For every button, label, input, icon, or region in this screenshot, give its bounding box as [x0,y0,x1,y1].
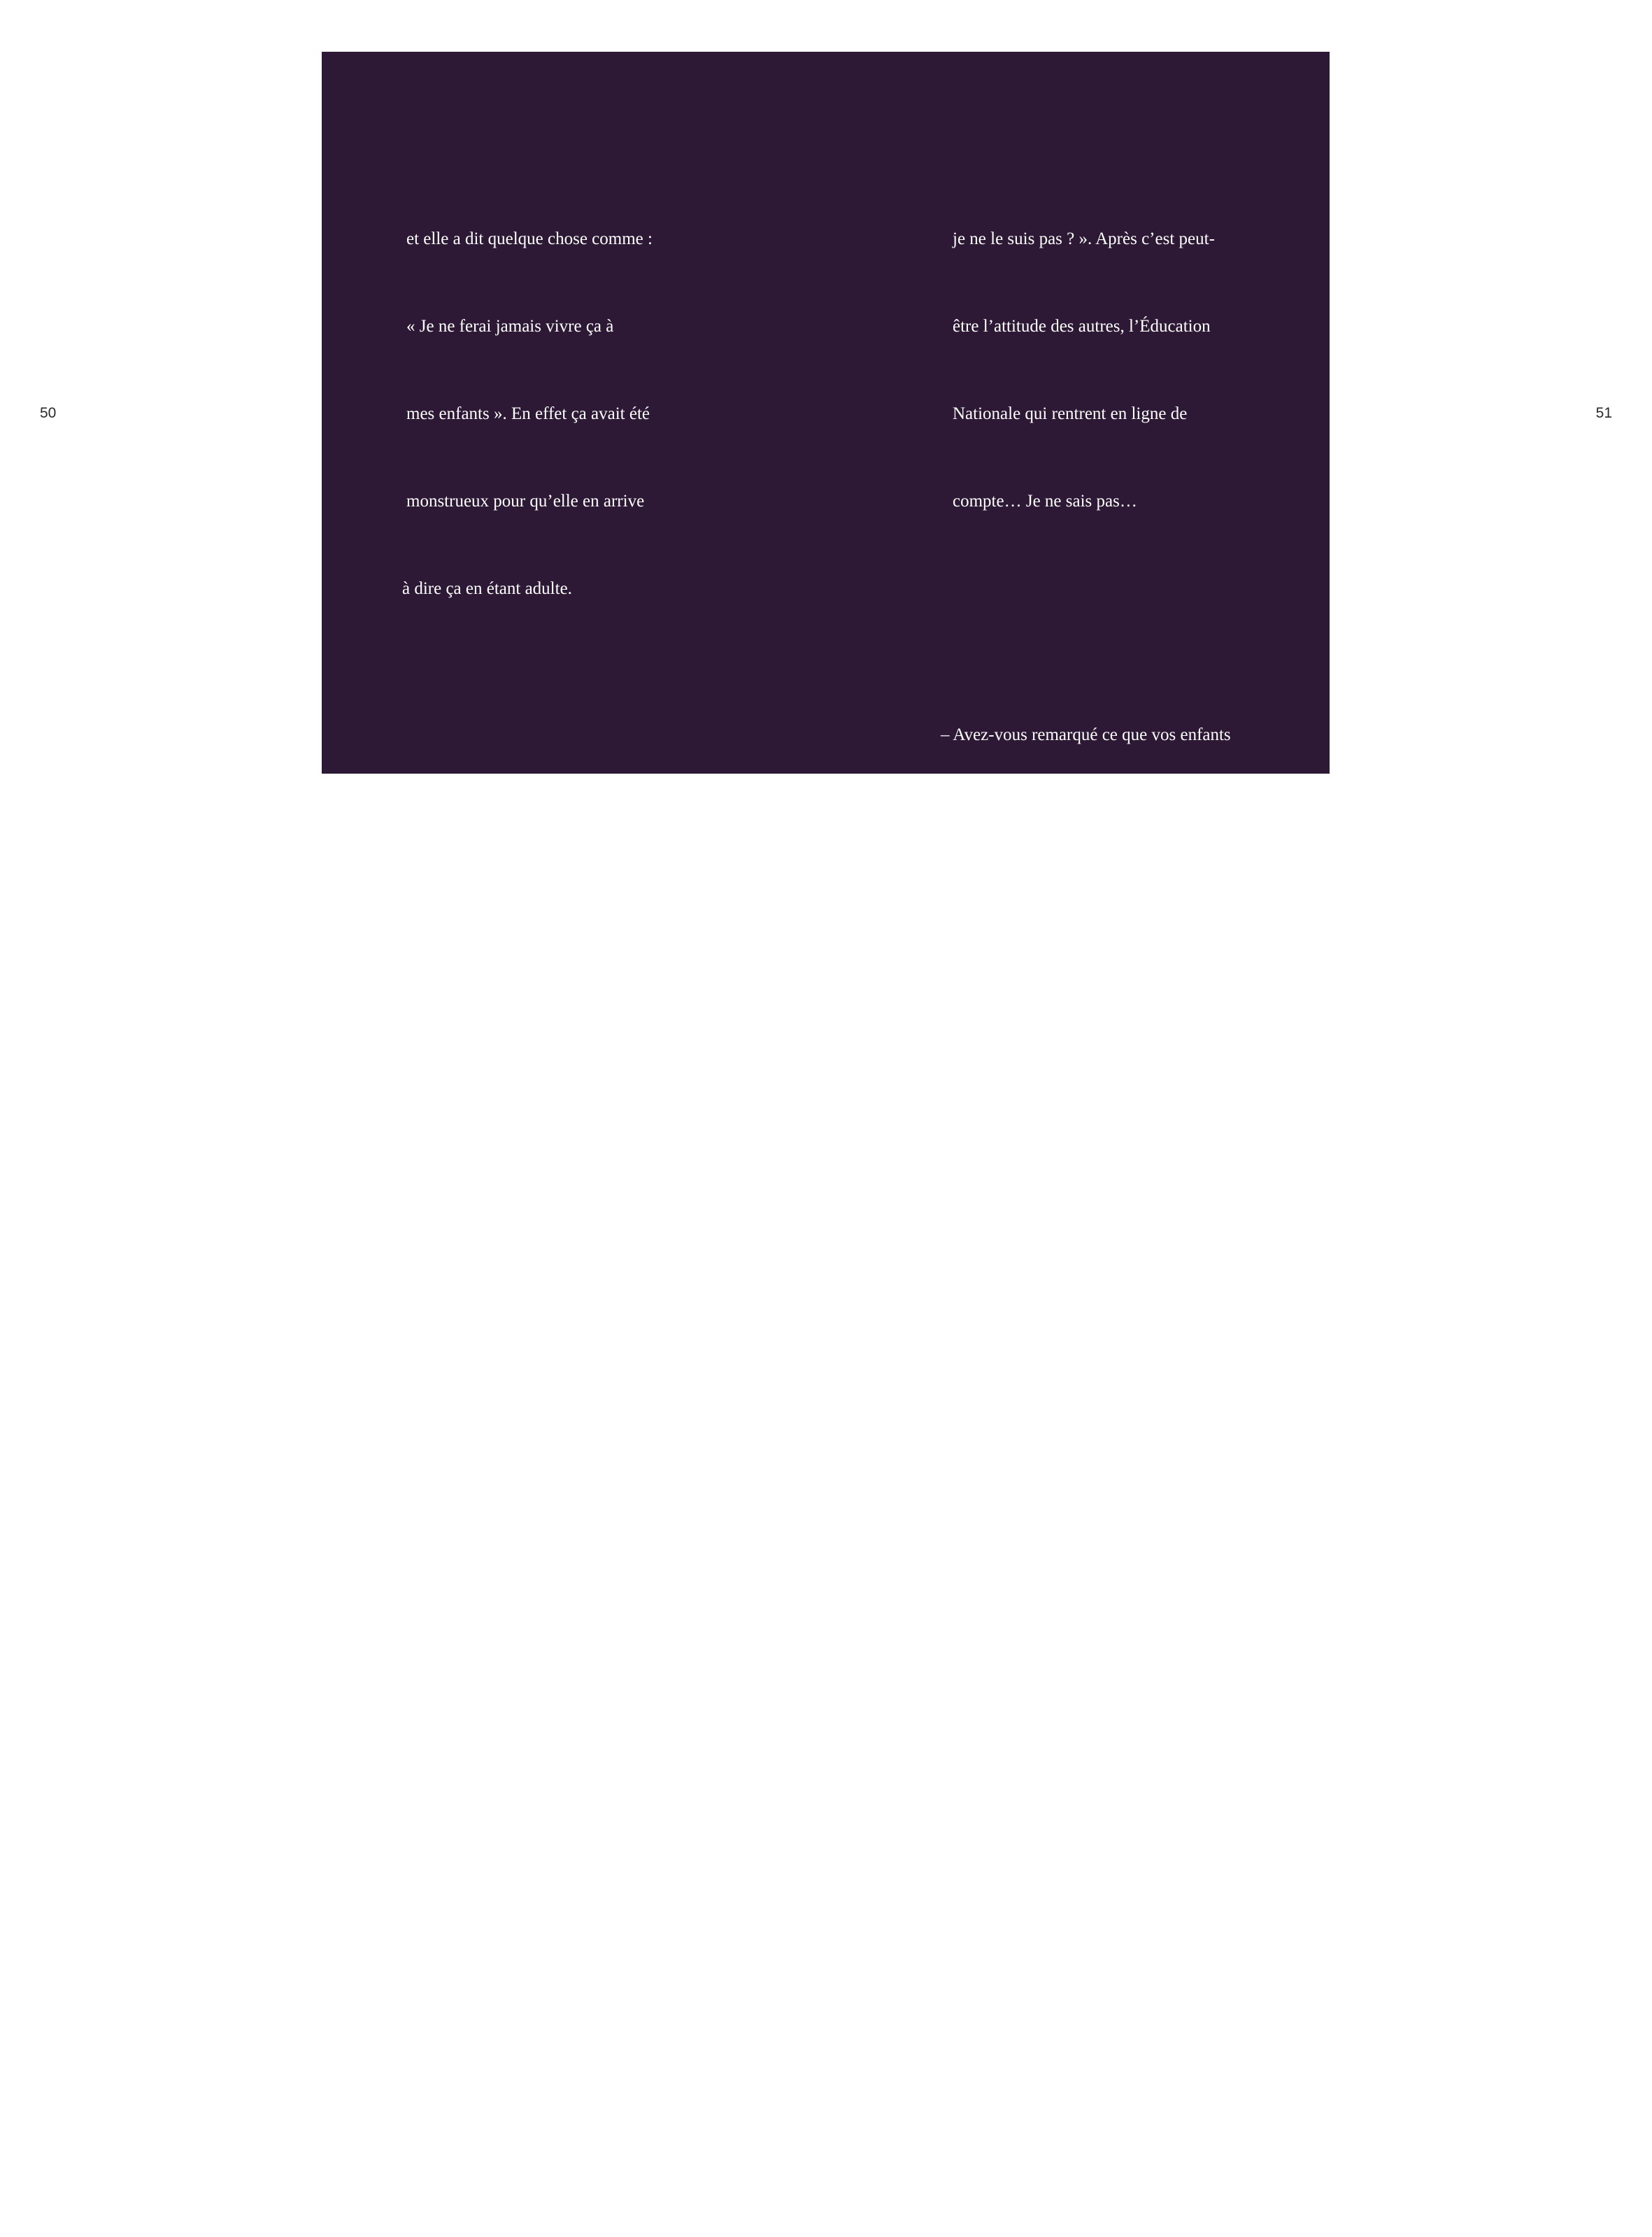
text-line: dire : « Pourquoi moi qui ai l’air [406,2008,634,2028]
text-line: préférées et c’est resté, ça s’est [953,1308,1169,1328]
page-number-right: 51 [1595,405,1612,421]
text-line: à l’école ? [406,987,478,1007]
text-line: qu’à l’époque elles étaient trop jeunes [406,1746,672,1766]
text-line: vrai, qu’il y en avait une c’était surtout [953,1921,1225,1940]
question-paragraph [394,749,758,1070]
text-line: image d’elles dégradée, vraiment… [406,1396,656,1415]
text-line: mes enfants ». En effet ça avait été [406,404,650,423]
left-page-text [394,108,758,2237]
text-line: « Je ne ferai jamais vivre ça à [406,316,614,336]
text-line: bien sûr… Chacune avait des matières [953,1221,1221,1240]
text-line: pour comprendre ce qui se passait ou [406,1833,666,1853]
text-line: – Pensez-vous que leur estime de soi [394,812,652,832]
text-line: compte… Je ne sais pas… [953,492,1137,511]
text-line: je ne le suis pas ? ». Après c’est peut- [953,229,1215,248]
text-line: les arts plastiques. [953,2008,1081,2028]
answer-paragraph [394,1158,758,2178]
text-line: – Avez-vous remarqué ce que vos enfants [941,725,1231,744]
text-line: dont elles aimaient ou pas certaines [953,1483,1201,1503]
text-line: confirmé à l’âge adulte. La façon [953,1396,1185,1415]
text-line: pas, de les valoriser ou pas. Mais c’est [953,1833,1221,1853]
text-line: – Je ne sais pas si quelqu’un les a [394,1221,629,1240]
text-line: dévalorisées. Mais oui, elles ont une [406,1308,661,1328]
question-paragraph [941,662,1304,983]
text-line: et elle a dit quelque chose comme : [406,229,653,248]
text-line: de la récréation. [953,900,1065,919]
text-line: à dire ça en étant adulte. [402,579,572,599]
paragraph [941,166,1304,574]
text-line: – Oui, sans parler de la récréation [941,1133,1176,1153]
text-line: façon dont l’école les a traitées ou ce [406,1570,665,1590]
text-line: aimaient le plus à l’école ? Sans parler [953,812,1223,832]
paragraph [394,166,758,662]
page-number-left: 50 [40,405,57,421]
text-line: matières dépendait essentiellement [953,1570,1197,1590]
text-line: comme tout le monde en fait [406,2096,607,2115]
answer-paragraph [941,1070,1304,2091]
right-page-text [941,108,1304,2150]
text-line: Je ne sais pas si c’est à cause de la [406,1483,647,1503]
book-spread [322,52,1330,2115]
text-line: qu’elle leur a infligé ou si c’est parce [406,1659,667,1678]
text-line: et de sa manière de les comprendre ou [953,1746,1220,1766]
text-line: a été touchée par leur dévalorisation [406,900,660,919]
text-line: si c’était juste insupportable de se [406,1921,643,1940]
text-line: de l’enseignant qu’elles avaient en face, [953,1659,1232,1678]
text-line: monstrueux pour qu’elle en arrive [406,492,645,511]
text-line: être l’attitude des autres, l’Éducation [953,316,1211,336]
text-line: Nationale qui rentrent en ligne de [953,404,1188,423]
